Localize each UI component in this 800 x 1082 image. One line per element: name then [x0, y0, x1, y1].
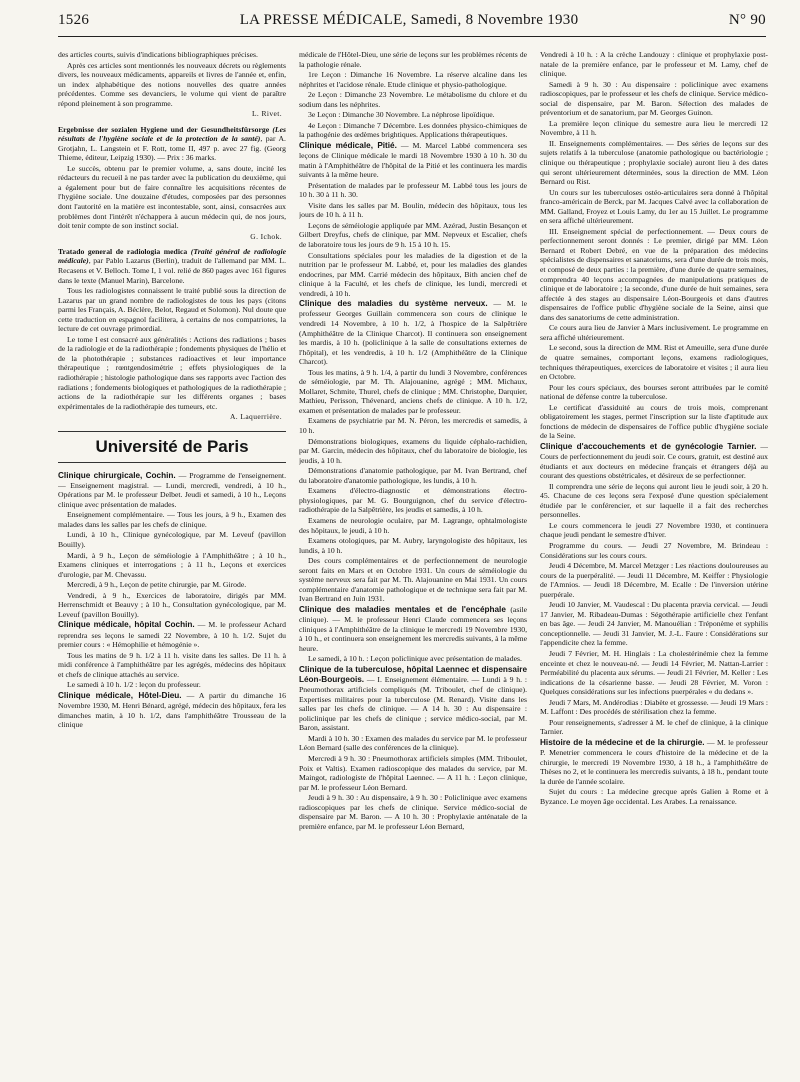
paragraph: Le second, sous la direction de MM. Rist et Ameuille, sera d'une durée de quatre semaines, comportant leçons, examens radiologiques, techniques thérapeutiques, exercices de laboratoire et visites ; il aura lieu en Octobre. [540, 343, 768, 382]
paragraph: La première leçon clinique du semestre aura lieu le mercredi 12 Novembre, à 11 h. [540, 118, 768, 138]
paragraph: Consultations spéciales pour les maladies de la digestion et de la nutrition par le professeur M. Labbé, et, pour les maladies des glandes endocrines, par MM. Carrié médecin des hôpitaux, Bith ancien chef de clinique à la Faculté, et les chefs de clinique, les lundi, mercredi et vendredi, à 10 h. [299, 250, 527, 298]
paragraph: 1re Leçon : Dimanche 16 Novembre. La réserve alcaline dans les néphrites et l'acidose rénale. Etude clinique et physio-pathologique. [299, 70, 527, 89]
notice-title: Clinique de la tuberculose, hôpital Laennec et dispensaire Léon-Bourgeois. [299, 664, 527, 684]
paragraph: Ce cours aura lieu de Janvier à Mars inclusivement. Le programme en sera affiché ultérieurement. [540, 323, 768, 342]
paragraph: Le cours commencera le jeudi 27 Novembre 1930, et continuera chaque jeudi pendant le semestre d'hiver. [540, 520, 768, 540]
paragraph: Démonstrations d'anatomie pathologique, par M. Ivan Bertrand, chef du laboratoire d'anatomie pathologique, les lundis, à 10 h. [299, 466, 527, 485]
notice-title: Clinique médicale, hôpital Cochin. [58, 620, 195, 630]
paragraph: Mercredi, à 9 h., Leçon de petite chirurgie, par M. Girode. [67, 580, 247, 590]
column-1 [58, 50, 286, 1070]
notice [299, 141, 527, 180]
notice-text: — I. Enseignement élémentaire. — Lundi à 9 h. : Pneumothorax artificiels compliqués (M. Triboulet, chef de clinique). Expertises militaires pour la tuberculose (M. Renard). Visite dans les salles par les chefs de clinique. — A 14 h. 30 : Au dispensaire : policlinique par les chefs de clinique ; service médico-social, par M. Baron, assistant. [299, 674, 527, 733]
review-reference: , par A. Grotjahn, L. Langstein et F. Rott, tome II, 497 p. avec 27 fig. (Georg Thieme, éditeur, Leipzig 1930). — Prix : 36 marks. [58, 134, 286, 163]
header-rule [58, 36, 766, 37]
page-number: 1526 [58, 12, 90, 28]
paragraph: Examens de psychiatrie par M. N. Péron, les mercredis et samedis, à 10 h. [299, 416, 527, 436]
paragraph: Examens de neurologie oculaire, par M. Lagrange, ophtalmologiste des hôpitaux, le jeudi, à 10 h. [299, 515, 527, 535]
paragraph: Tous les matins de 9 h. 1/2 à 11 h. visite dans les salles. De 11 h. à midi conférence à l'amphithéâtre par les agrégés, médecins des hôpitaux et chefs de clinique attachés au service. [58, 650, 286, 679]
notice-text: — M. le professeur Achard reprendra ses leçons le samedi 22 Novembre, à 10 h. 1/2. Sujet du premier cours : « Hémophilie et hémogénie ». [58, 620, 286, 650]
notice [540, 442, 768, 481]
paragraph: Examens otologiques, par M. Aubry, laryngologiste des hôpitaux, les lundis, à 10 h. [299, 536, 527, 555]
notice-text: — M. le professeur Georges Guillain commencera son cours de clinique le vendredi 14 Novembre, à 10 h. 1/2, à l'hospice de la Salpêtrière (Amphithéâtre de la Clinique Charcot). Il continuera son enseignement les mardis, à 10 h. (policlinique à la salle de consultations externes de l'hôpital), et les vendredis, à 10 h. 1/2 (Amphithéâtre de la Clinique Charcot). [299, 299, 527, 367]
paragraph: Vendredi à 10 h. : A la crèche Landouzy : clinique et prophylaxie post-natale de la première enfance, par le professeur et M. Lamy, chef de clinique. [540, 50, 768, 79]
page-header [58, 12, 766, 34]
paragraph: Jeudi 7 Mars, M. Andérodias : Diabète et grossesse. — Jeudi 19 Mars : M. Laffont : Des procédés de stérilisation chez la femme. [540, 697, 768, 717]
notice-title: Clinique chirurgicale, Cochin. [58, 470, 176, 480]
paragraph: Jeudi 7 Février, M. H. Hinglais : La cholestérinémie chez la femme enceinte et chez le nouveau-né. — Jeudi 14 Février, M. Nattan-Larrier : Perméabilité du placenta aux sérums. — Jeudi 21 Février, M. Keller : Les indications de la césarienne basse. — Jeudi 28 Février, M. Voron : Quelques considérations sur les infections puerpérales « du dedans ». [540, 648, 768, 697]
review-subtitle: (Traité général de radiologie médicale) [58, 246, 286, 266]
paragraph: Visite dans les salles par M. Boulin, médecin des hôpitaux, tous les jours de 10 h. à 11 h. [299, 200, 527, 220]
journal-title: LA PRESSE MÉDICALE, Samedi, 8 Novembre 1930 [239, 12, 579, 28]
notice-text: — M. le professeur P. Menetrier commencera le cours d'histoire de la médecine et de la chirurgie, le mercredi 19 Novembre 1930, à 18 h., à l'amphithéâtre de Thèses no 2, et le continuera les mercredis suivants, à 18 h., pendant toute la durée de l'année scolaire. [540, 737, 768, 786]
paragraph: III. Enseignement spécial de perfectionnement. — Deux cours de perfectionnement seront donnés : Le premier, dirigé par MM. Léon Bernard et Robert Debré, en vue de la préparation des médecins spécialistes de dispensaires et sanatoriums, sera d'une durée de trois mois, et composé de deux parties : la première, d'une durée de quatre semaines, comprendra 40 leçons accompagnées de manipulations pratiques de clinique et de laboratoire ; la seconde, d'une durée de huit semaines, sera affectée à des stages au dispensaire Léon-Bourgeois et dans d'autres dispensaires de l'office public d'hygiène sociale de la Seine, ainsi que dans des sanatoriums de cette administration. [540, 226, 768, 322]
column-2 [299, 50, 527, 1070]
notice [299, 299, 527, 366]
paragraph: 4e Leçon : Dimanche 7 Décembre. Les données physico-chimiques de la pathogénie des œdèmes brightiques. Applications thérapeutiques. [299, 120, 527, 140]
signature: A. Laquerrière. [229, 412, 282, 422]
paragraph: Tous les matins, à 9 h. 1/4, à partir du lundi 3 Novembre, conférences de séméiologie, par M. Th. Alajouanine, agrégé ; MM. Michaux, Mollaret, Schmite, Thurel, chefs de clinique ; MM. Christophe, Darquier, Mathieu, Perisson, Thévenard, anciens chefs de clinique. A 10 h. 1/2, examen et présentation de malades par le professeur. [299, 367, 527, 415]
paragraph: Jeudi à 9 h. 30 : Au dispensaire, à 9 h. 30 : Policlinique avec examens radioscopiques par les chefs de clinique. Service médico-social de dispensaire par M. Baron. — A 10 h. 30 : Prophylaxie anténatale de la première enfance, par M. le professeur Léon Bernard, [299, 793, 527, 831]
issue-number: N° 90 [728, 12, 766, 28]
notice [299, 605, 527, 653]
notice-title: Clinique des maladies mentales et de l'encéphale [299, 604, 506, 614]
paragraph: Enseignement complémentaire. — Tous les jours, à 9 h., Examen des malades dans les salles par les chefs de clinique. [58, 510, 286, 529]
section-heading: Université de Paris [58, 431, 286, 462]
paragraph: Il comprendra une série de leçons qui auront lieu le jeudi soir, à 20 h. 45. Chacune de ces leçons sera l'exposé d'une question spécialement étudiée par le conférencier, et sur laquelle il a fait des recherches personnelles. [540, 481, 768, 520]
signature: G. Ichok. [250, 231, 282, 241]
notice [540, 738, 768, 786]
notice-title: Clinique d'accouchements et de gynécologie Tarnier. [540, 441, 757, 451]
paragraph: Pour les cours spéciaux, des bourses seront attribuées par le comité national de défense contre la tuberculose. [540, 382, 768, 402]
paragraph: Programme du cours. — Jeudi 27 Novembre, M. Brindeau : Considérations sur les cours cours. [540, 540, 768, 560]
notice-text: — A partir du dimanche 16 Novembre 1930, M. Henri Bénard, agrégé, médecin des hôpitaux, fera les dimanches matin, à 10 h. 1/2, dans l'amphithéâtre Trousseau de la clinique [58, 690, 286, 730]
review-title: Ergebnisse der sozialen Hygiene und der Gesundheitsfürsorge [58, 124, 270, 134]
paragraph: II. Enseignements complémentaires. — Des séries de leçons sur des sujets relatifs à la tuberculose (anatomie pathologique ou bactériologie ; clinique ou thérapeutique ; prophylaxie sociale) auront lieu à des dates qui seront ultérieurement déterminées, sous la direction de MM. Léon Bernard ou Rist. [540, 138, 768, 187]
review-subtitle: (Les résultats de l'hygiène sociale et de la protection de la santé) [58, 124, 286, 144]
notice [299, 665, 527, 733]
paragraph: Présentation de malades par le professeur M. Labbé tous les jours de 10 h. 30 à 11 h. 30. [299, 180, 527, 200]
notice-text: — Cours de perfectionnement du jeudi soir. Ce cours, gratuit, est destiné aux étudiants et aux docteurs en médecine français et étrangers déjà au courant des questions obstétricales, et désireux de se perfectionner. [540, 441, 768, 481]
paragraph: Samedi à 9 h. 30 : Au dispensaire : policlinique avec examens radioscopiques, par le professeur et les chefs de clinique. Service médico-social de dispensaire, par M. Baron. Sélection des malades de préventorium et de sanatorium, par M. Georges Guinon. [540, 79, 768, 118]
paragraph: Mercredi à 9 h. 30 : Pneumothorax artificiels simples (MM. Triboulet, Poix et Valtis). Examen radioscopique des malades du service, par M. Maingot, radiologiste de l'hôpital Laennec. — A 11 h. : Leçon clinique, par M. le professeur Léon Bernard. [299, 753, 527, 792]
column-3 [540, 50, 768, 1070]
review-title: Tratado general de radiologia medica [58, 246, 188, 256]
paragraph: Un cours sur les tuberculoses ostéo-articulaires sera donné à l'hôpital franco-américain de Berck, par M. Jacques Calvé avec la collaboration de MM. Galland, Froyez et Louis Lamy, du 1er au 15 Juillet. Le programme en sera affiché ultérieurement. [540, 187, 768, 226]
book-review [58, 247, 286, 285]
notice-text: — M. Marcel Labbé commencera ses leçons de Clinique médicale le mardi 18 Novembre 1930 à 10 h. 30 du matin à l'Amphithéâtre de l'hôpital de la Pitié et les continuera les mardis suivants à la même heure. [299, 140, 527, 180]
notice [58, 620, 286, 649]
paragraph: Pour renseignements, s'adresser à M. le chef de clinique, à la clinique Tarnier. [540, 717, 768, 737]
paragraph: médicale de l'Hôtel-Dieu, une série de leçons sur les problèmes récents de la pathologie rénale. [299, 50, 527, 69]
paragraph: Sujet du cours : La médecine grecque après Galien à Rome et à Byzance. Le moyen âge occidental. Les Arabes. La renaissance. [540, 787, 768, 806]
paragraph: Lundi, à 10 h., Clinique gynécologique, par M. Leveuf (pavillon Bouilly). [58, 530, 286, 550]
notice-title: Histoire de la médecine et de la chirurgie. [540, 737, 705, 747]
notice-title: Clinique médicale, Pitié. [299, 140, 397, 150]
paragraph: Mardi, à 9 h., Leçon de séméiologie à l'Amphithéâtre ; à 10 h., Examens cliniques et interrogations ; à 11 h., Leçons et exercices d'urologie, par M. Chevassu. [58, 550, 286, 579]
notice [58, 691, 286, 730]
notice-title: Clinique médicale, Hôtel-Dieu. [58, 690, 182, 700]
signature: L. Rivet. [251, 109, 282, 119]
paragraph: Vendredi, à 9 h., Exercices de laboratoire, dirigés par MM. Herrenschmidt et Beauvy ; à 10 h., Consultation gynécologique, par M. Leveuf (pavillon Bouilly). [58, 590, 286, 619]
notice-title: Clinique des maladies du système nerveux. [299, 299, 488, 309]
notice [58, 471, 286, 510]
paragraph: Après ces articles sont mentionnés les nouveaux décrets ou règlements divers, les nouveaux médicaments, appareils et livres de l'année et, enfin, un index alphabétique des notions nouvelles des quatre années précédentes. Comme ses devanciers, le volume qui vient de paraître répond pleinement à son programme. [58, 60, 286, 108]
paragraph: 2e Leçon : Dimanche 23 Novembre. Le métabolisme du chlore et du sodium dans les néphrites. [299, 90, 527, 109]
notice-text: — Programme de l'enseignement. — Enseignement magistral. — Lundi, mercredi, vendredi, à 10 h., Opérations par M. le professeur Delbet. Jeudi et samedi, à 10 h., Leçons clinique avec présentation de malades. [58, 470, 286, 509]
paragraph: Leçons de séméiologie appliquée par MM. Azérad, Justin Besançon et Gilbert Dreyfus, chefs de clinique, par MM. Nepveux et Escalier, chefs de laboratoire tous les jours de 9 h. 15 à 10 h. 15. [299, 220, 527, 250]
paragraph: Le succès, obtenu par le premier volume, a, sans doute, incité les rédacteurs du recueil à ne pas tarder avec la publication du deuxième, qui a également pour but de faire connaître les acquisitions récentes de l'hygiène sociale. Une douzaine d'études, composées par des personnes dont l'autorité en la matière est incontestable, sont, ainsi, consacrées aux problèmes dont l'intérêt n'échappera à aucun médecin qui, de nos jours, doit tenir compte de son instinct social. [58, 163, 286, 231]
paragraph: Le tome I est consacré aux généralités : Actions des radiations ; bases de la radiologie et de la radiothérapie ; fondements physiques de l'hélio et de la photothérapie ; substances radioactives et leur importance thérapeutique ; rœntgendosimétrie ; effets physiologiques de la radiothérapie ; histologie pathologique dans ses rapports avec l'action des radiations ; fondements biologiques et pathologiques de la radiothérapie ; actions de la radiothérapie sur les différents organes ; bases expérimentales de la radiothérapie des tumeurs, etc. [58, 334, 286, 411]
paragraph: 3e Leçon : Dimanche 30 Novembre. La néphrose lipoïdique. [308, 110, 495, 120]
paragraph: Examens d'électro-diagnostic et démonstrations électro-physiologiques, par M. G. Bourguignon, chef du service d'électro-radiothérapie de la Salpêtrière, les jeudis et samedis, à 10 h. [299, 486, 527, 515]
paragraph: des articles courts, suivis d'indications bibliographiques précises. [58, 50, 258, 59]
book-review [58, 125, 286, 163]
notice-text: (asile clinique). — M. le professeur Henri Claude commencera ses leçons cliniques à l'Amphithéâtre de la clinique le mercredi 19 Novembre 1930, à 10 h., et continuera son enseignement les mercredis suivants, à la même heure. [299, 604, 527, 653]
review-reference: , par Pablo Lazarus (Berlin), traduit de l'allemand par MM. L. Recasens et V. Belloch. Tome I, 1 vol. relié de 860 pages avec 161 figures dans le texte (Manuel Marin), Barcelone. [58, 256, 286, 285]
paragraph: Démonstrations biologiques, examens du liquide céphalo-rachidien, par M. Garcin, médecin des hôpitaux, chef du laboratoire de biologie, les jeudis, à 10 h. [299, 436, 527, 465]
paragraph: Le samedi, à 10 h. : Leçon policlinique avec présentation de malades. [308, 654, 522, 664]
paragraph: Le certificat d'assiduité au cours de trois mois, comprenant obligatoirement les stages, permet l'inscription sur la liste d'aptitude aux fonctions de médecin de dispensaires de l'office public d'hygiène sociale de la Seine. [540, 402, 768, 441]
paragraph: Jeudi 4 Décembre, M. Marcel Metzger : Les réactions douloureuses au cours de la puerpéralité. — Jeudi 11 Décembre, M. Keiffer : Physiologie de l'Amnios. — Jeudi 18 Décembre, M. Ecalle : De l'inversion utérine puerpérale. [540, 561, 768, 599]
paragraph: Des cours complémentaires et de perfectionnement de neurologie seront faits en Mars et en Octobre 1931. Un cours de séméiologie du système nerveux sera fait par M. Th. Alajouanine en Mai 1931. Un cours complémentaire d'anatomie pathologique et de technique sera fait par M. Ivan Bertrand en Juin 1931. [299, 556, 527, 604]
paragraph: Tous les radiologistes connaissent le traité publié sous la direction de Lazarus par un grand nombre de radiologistes de tous les pays (citons parmi les Français, A. Béclère, Belot, Regaud et Solomon). Nul doute que cette traduction en espagnol facilitera, à certains de nos compatriotes, la lecture de cet ouvrage primordial. [58, 286, 286, 334]
paragraph: Mardi à 10 h. 30 : Examen des malades du service par M. le professeur Léon Bernard (salle des conférences de la clinique). [299, 733, 527, 753]
paragraph: Jeudi 10 Janvier, M. Vaudescal : Du placenta prævia cervical. — Jeudi 17 Janvier, M. Ribadeau-Dumas : Ségothérapie artificielle chez l'enfant en bas âge. — Jeudi 24 Janvier, M. Manouélian : Tréponème et syphilis conceptionnelle. — Jeudi 31 Janvier, M. J.-L. Faure : Considérations sur l'appendicite chez la femme. [540, 600, 768, 648]
paragraph: Le samedi à 10 h. 1/2 : leçon du professeur. [67, 680, 201, 690]
